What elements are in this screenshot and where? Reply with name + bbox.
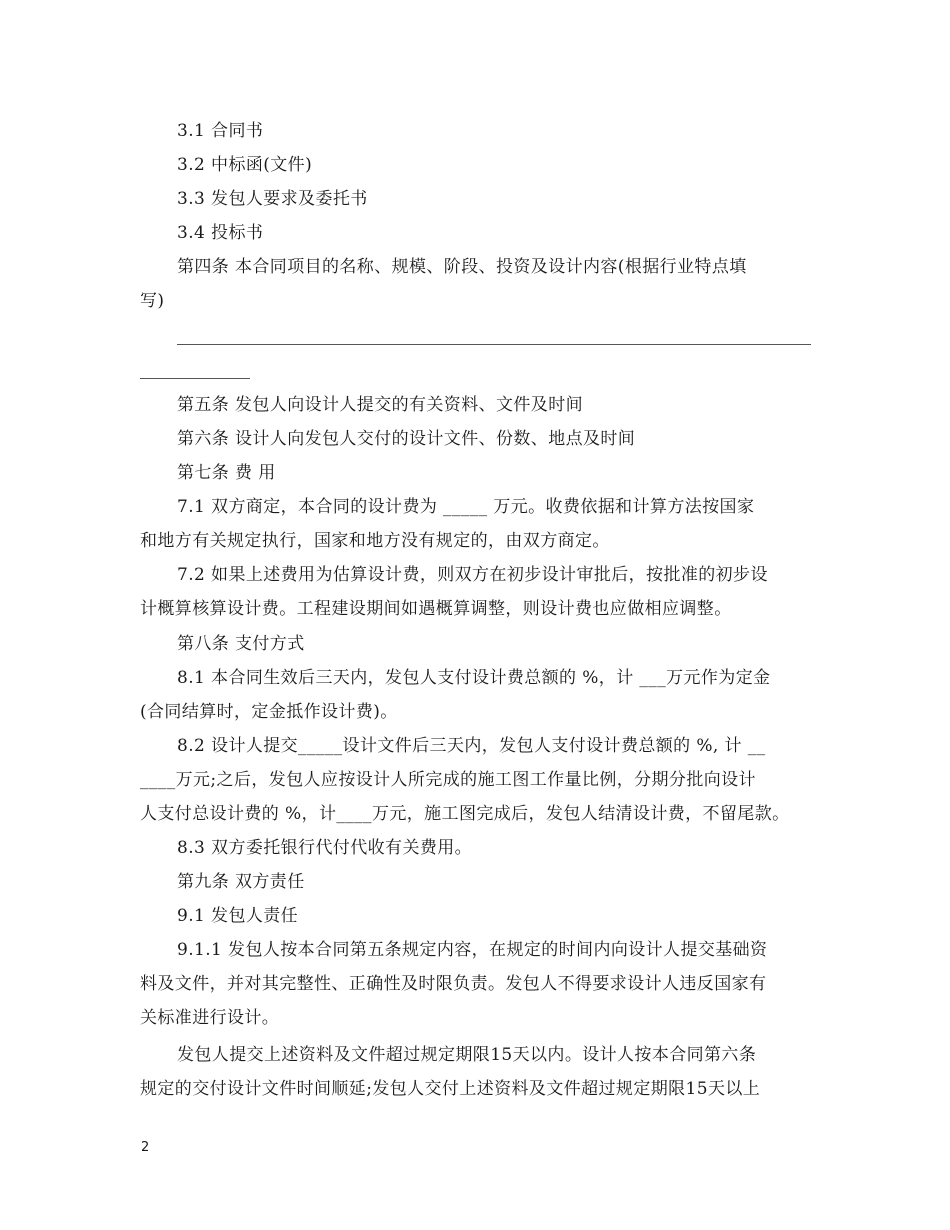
article-6-heading: 第六条 设计人向发包人交付的设计文件、份数、地点及时间 [177,429,636,449]
clause-3-1: 3.1 合同书 [177,121,264,141]
clause-8-1-cont: (合同结算时，定金抵作设计费)。 [140,702,398,722]
clause-3-2: 3.2 中标函(文件) [177,155,313,175]
clause-9-1: 9.1 发包人责任 [177,906,299,926]
clause-7-2: 7.2 如果上述费用为估算设计费，则双方在初步设计审批后，按批准的初步设 [177,565,768,585]
article-5-heading: 第五条 发包人向设计人提交的有关资料、文件及时间 [177,395,584,415]
paragraph-delay: 发包人提交上述资料及文件超过规定期限15天以内。设计人按本合同第六条 [177,1045,757,1065]
clause-8-3: 8.3 双方委托银行代付代收有关费用。 [177,838,473,858]
page-number: 2 [141,1140,150,1155]
clause-3-3: 3.3 发包人要求及委托书 [177,189,368,209]
clause-9-1-1: 9.1.1 发包人按本合同第五条规定内容，在规定的时间内向设计人提交基础资 [177,940,768,960]
clause-3-4: 3.4 投标书 [177,223,264,243]
clause-8-1: 8.1 本合同生效后三天内，发包人支付设计费总额的 %，计 ___万元作为定金 [177,668,771,688]
paragraph-delay-cont: 规定的交付设计文件时间顺延;发包人交付上述资料及文件超过规定期限15天以上 [140,1079,761,1099]
clause-8-2-cont-2: 人支付总设计费的 %，计____万元，施工图完成后，发包人结清设计费，不留尾款。 [140,804,790,824]
article-9-heading: 第九条 双方责任 [177,872,305,892]
clause-8-2-cont-1: ____万元;之后，发包人应按设计人所完成的施工图工作量比例，分期分批向设计 [140,770,756,790]
clause-8-2: 8.2 设计人提交_____设计文件后三天内，发包人支付设计费总额的 %, 计 __ [177,736,766,756]
clause-9-1-1-cont-2: 关标准进行设计。 [140,1008,280,1028]
article-4-heading-cont: 写) [140,291,165,311]
clause-7-1-cont: 和地方有关规定执行，国家和地方没有规定的，由双方商定。 [140,531,610,551]
fill-in-blank-line [177,344,811,345]
clause-7-2-cont: 计概算核算设计费。工程建设期间如遇概算调整，则设计费也应做相应调整。 [140,599,732,619]
article-4-heading: 第四条 本合同项目的名称、规模、阶段、投资及设计内容(根据行业特点填 [177,257,747,277]
article-7-heading: 第七条 费 用 [177,463,276,483]
clause-7-1: 7.1 双方商定，本合同的设计费为 _____ 万元。收费依据和计算方法按国家 [177,497,755,517]
fill-in-blank-line-cont [140,378,250,379]
clause-9-1-1-cont-1: 料及文件，并对其完整性、正确性及时限负责。发包人不得要求设计人违反国家有 [140,974,767,994]
article-8-heading: 第八条 支付方式 [177,634,305,654]
